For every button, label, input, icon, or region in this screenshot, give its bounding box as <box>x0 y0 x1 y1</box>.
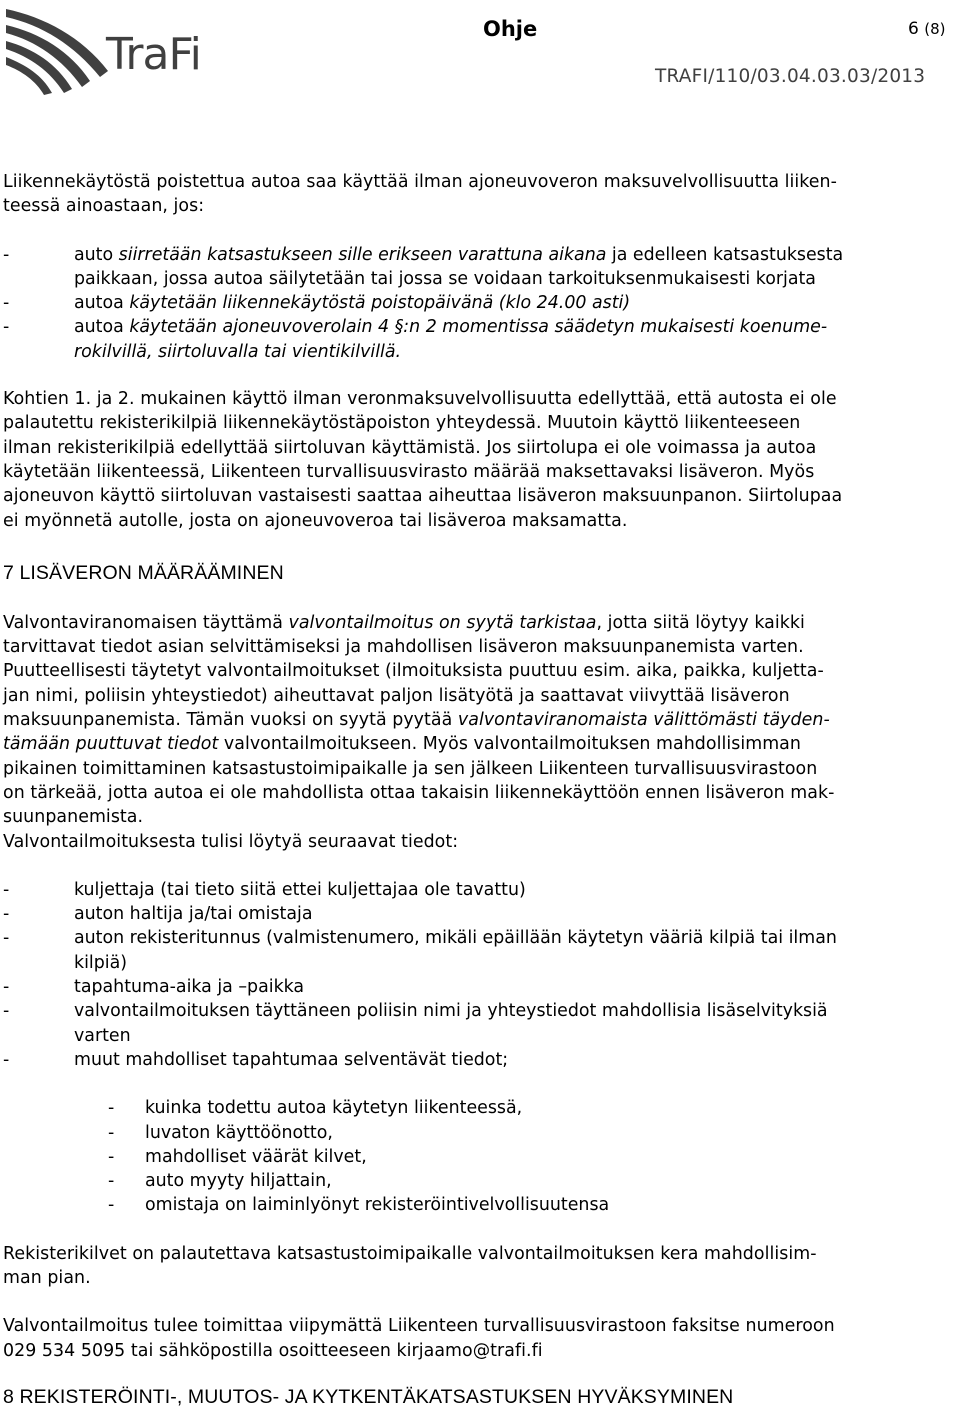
text-line: ei myönnetä autolle, josta on ajoneuvoveroa tai lisäveroa maksamatta. <box>3 510 628 531</box>
list-item <box>3 243 958 292</box>
text-line: tarvittavat tiedot asian selvittämiseksi ja mahdollisen lisäveron maksuunpanemista varten. <box>3 637 804 658</box>
page-total: (8) <box>924 20 946 38</box>
list-dash: - <box>3 317 10 338</box>
circumstance-sublist <box>3 1096 958 1217</box>
text-line: käytetään liikenteessä, Liikenteen turvallisuusvirasto määrää maksettavaksi lisäveron. Myös <box>3 461 815 482</box>
text-line: tapahtuma-aika ja –paikka <box>74 977 305 998</box>
list-item: - auto myyty hiljattain, <box>3 1169 958 1193</box>
text-line: 029 534 5095 tai sähköpostilla osoitteeseen kirjaamo@trafi.fi <box>3 1340 543 1361</box>
text-line: on tärkeää, jotta autoa ei ole mahdollista ottaa takaisin liikennekäyttöön ennen lisäveron mak- <box>3 782 835 803</box>
text-line: paikkaan, jossa autoa säilytetään tai jossa se voidaan tarkoituksenmukaisesti korjata <box>74 268 816 289</box>
list-item: - mahdolliset väärät kilvet, <box>3 1145 958 1169</box>
text-line: auton rekisteritunnus (valmistenumero, mikäli epäillään käytetyn vääriä kilpiä tai ilman <box>74 928 837 949</box>
list-item <box>3 291 958 315</box>
document-reference: TRAFI/110/03.04.03.03/2013 <box>655 66 926 87</box>
list-dash: - <box>3 244 10 265</box>
text-line: kuljettaja (tai tieto siitä ettei kuljettajaa ole tavattu) <box>74 879 526 900</box>
list-item: - luvaton käyttöönotto, <box>3 1121 958 1145</box>
text-line: pikainen toimittaminen katsastustoimipaikalle ja sen jälkeen Liikenteen turvallisuusvirastoon <box>3 758 818 779</box>
intro-paragraph <box>3 170 958 219</box>
text-line: tämään puuttuvat tiedot valvontailmoitukseen. Myös valvontailmoituksen mahdollisimman <box>3 734 801 755</box>
text-line: autoa käytetään liikennekäytöstä poistopäivänä (klo 24.00 asti) <box>74 293 631 314</box>
text-line: ajoneuvon käyttö siirtoluvan vastaisesti saattaa aiheuttaa lisäveron maksuunpanon. Siirtolupaa <box>3 486 843 507</box>
list-dash: - <box>3 293 10 314</box>
text-line: suunpanemista. <box>3 807 144 828</box>
text-line: auton haltija ja/tai omistaja <box>74 904 313 925</box>
list-item: - omistaja on laiminlyönyt rekisteröintivelvollisuutensa <box>3 1193 958 1217</box>
list-item: - kuinka todettu autoa käytetyn liikenteessä, <box>3 1096 958 1120</box>
text-line: valvontailmoituksen täyttäneen poliisin nimi ja yhteystiedot mahdollisia lisäselvityksiä <box>74 1001 828 1022</box>
section-7-paragraph <box>3 611 958 854</box>
page-number <box>908 19 945 39</box>
trafi-logo <box>4 3 222 95</box>
text-line: teessä ainoastaan, jos: <box>3 196 205 217</box>
list-item <box>3 315 958 364</box>
text-line: luvaton käyttöönotto, <box>145 1122 333 1143</box>
text-line: Valvontaviranomaisen täyttämä valvontailmoitus on syytä tarkistaa, jotta siitä löytyy kaikki <box>3 612 805 633</box>
paragraph-kohtien <box>3 387 958 533</box>
doc-type-label: Ohje <box>483 17 538 41</box>
section-8-heading: 8 REKISTERÖINTI-, MUUTOS- JA KYTKENTÄKATSASTUKSEN HYVÄKSYMINEN <box>3 1385 734 1408</box>
paragraph-rekisterikilvet <box>3 1242 958 1291</box>
list-item: - auton rekisteritunnus (valmistenumero, mikäli epäillään käytetyn vääriä kilpiä tai ilman kilpiä) <box>3 926 958 975</box>
list-item: - tapahtuma-aika ja –paikka <box>3 975 958 999</box>
text-line: omistaja on laiminlyönyt rekisteröintivelvollisuutensa <box>145 1195 610 1216</box>
trafi-logo-icon <box>4 3 222 95</box>
text-line: auto myyty hiljattain, <box>145 1171 332 1192</box>
text-line: palautettu rekisterikilpiä liikennekäytöstäpoiston yhteydessä. Muutoin käyttö liikenteeseen <box>3 413 801 434</box>
text-line: kilpiä) <box>74 952 128 973</box>
paragraph-toimitus <box>3 1314 958 1363</box>
logo-wordmark: TraFi <box>106 29 201 80</box>
text-line: Valvontailmoitus tulee toimittaa viipymättä Liikenteen turvallisuusvirastoon faksitse numeroon <box>3 1316 835 1337</box>
list-item: - auton haltija ja/tai omistaja <box>3 902 958 926</box>
text-line: man pian. <box>3 1267 91 1288</box>
text-line: Kohtien 1. ja 2. mukainen käyttö ilman veronmaksuvelvollisuutta edellyttää, että autosta ei ole <box>3 389 837 410</box>
text-line: muut mahdolliset tapahtumaa selventävät tiedot; <box>74 1049 509 1070</box>
notification-info-list <box>3 878 958 1072</box>
text-line: ilman rekisterikilpiä edellyttää siirtoluvan käyttämistä. Jos siirtolupa ei ole voimassa ja autoa <box>3 437 817 458</box>
text-line: Puutteellisesti täytetyt valvontailmoitukset (ilmoituksista puuttuu esim. aika, paikka, kuljetta- <box>3 661 824 682</box>
text-line: jan nimi, poliisin yhteystiedot) aiheuttavat paljon lisätyötä ja saattavat viivyttää lisäveron <box>3 685 790 706</box>
text-line: auto siirretään katsastukseen sille erikseen varattuna aikana ja edelleen katsastuksesta <box>74 244 844 265</box>
list-item: - valvontailmoituksen täyttäneen poliisin nimi ja yhteystiedot mahdollisia lisäselvityksiä varten <box>3 999 958 1048</box>
section-7-heading: 7 LISÄVERON MÄÄRÄÄMINEN <box>3 561 284 584</box>
text-line: Valvontailmoituksesta tulisi löytyä seuraavat tiedot: <box>3 831 459 852</box>
list-item: - muut mahdolliset tapahtumaa selventävät tiedot; <box>3 1048 958 1072</box>
text-line: kuinka todettu autoa käytetyn liikenteessä, <box>145 1098 523 1119</box>
page-current: 6 <box>908 19 919 39</box>
text-line: autoa käytetään ajoneuvoverolain 4 §:n 2 momentissa säädetyn mukaisesti koenume- <box>74 317 828 338</box>
document-body <box>3 170 958 1409</box>
list-item: - kuljettaja (tai tieto siitä ettei kuljettajaa ole tavattu) <box>3 878 958 902</box>
conditions-list <box>3 243 958 364</box>
text-line: Liikennekäytöstä poistettua autoa saa käyttää ilman ajoneuvoveron maksuvelvollisuutta liiken- <box>3 172 837 192</box>
text-line: varten <box>74 1025 131 1046</box>
text-line: maksuunpanemista. Tämän vuoksi on syytä pyytää valvontaviranomaista välittömästi täyden- <box>3 710 830 731</box>
text-line: Rekisterikilvet on palautettava katsastustoimipaikalle valvontailmoituksen kera mahdollisim- <box>3 1243 817 1264</box>
text-line: rokilvillä, siirtoluvalla tai vientikilvillä. <box>74 341 402 362</box>
text-line: mahdolliset väärät kilvet, <box>145 1146 367 1167</box>
